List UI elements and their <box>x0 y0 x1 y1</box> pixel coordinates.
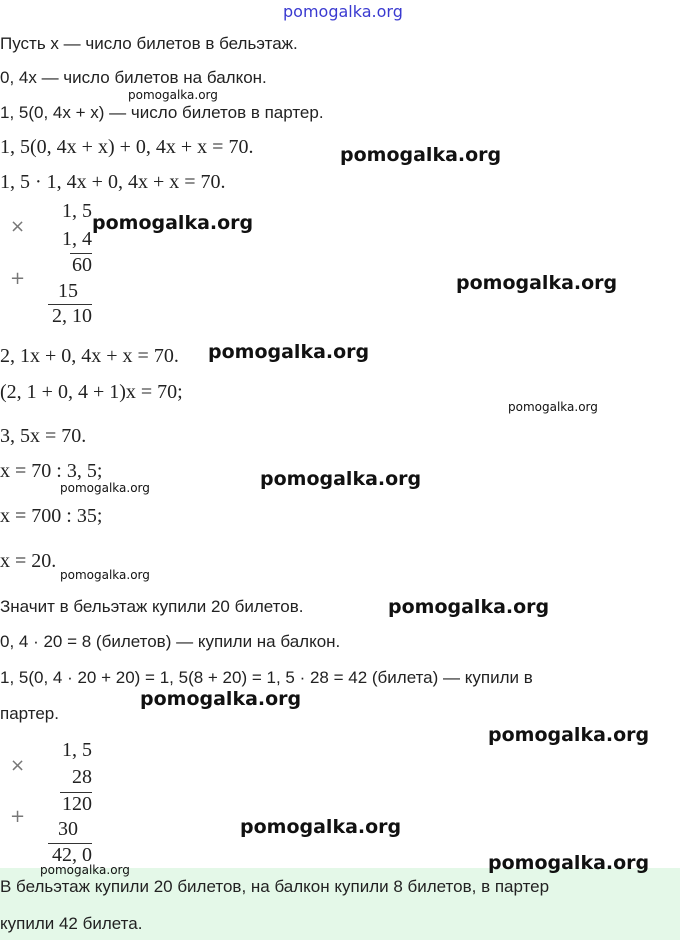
equation-7: x = 700 : 35; <box>0 505 103 527</box>
calc1-row-4: 15 <box>58 280 78 302</box>
watermark: pomogalka.org <box>388 596 550 618</box>
watermark: pomogalka.org <box>488 724 650 746</box>
watermark: pomogalka.org <box>60 481 150 495</box>
calc1-row-5: 2, 10 <box>52 305 92 327</box>
plus-sign: + <box>10 268 26 289</box>
calc2-row-5: 42, 0 <box>52 844 92 866</box>
solution-line-14: 1, 5(0, 4 · 20 + 20) = 1, 5(8 + 20) = 1, 5 · 28 = 42 (билета) — купили в <box>0 668 533 687</box>
calc1-row-1: 1, 5 <box>62 200 92 222</box>
equation-8: x = 20. <box>0 550 57 572</box>
solution-line-15: партер. <box>0 704 59 723</box>
multiply-sign: × <box>10 216 26 237</box>
watermark: pomogalka.org <box>40 863 130 877</box>
equation-2: 1, 5 · 1, 4x + 0, 4x + x = 70. <box>0 171 226 193</box>
answer-line-2: купили 42 билета. <box>0 914 143 933</box>
solution-line-3: 1, 5(0, 4x + x) — число билетов в партер. <box>0 103 324 122</box>
equation-6: x = 70 : 3, 5; <box>0 460 103 482</box>
watermark: pomogalka.org <box>340 144 502 166</box>
calc2-row-2: 28 <box>72 766 92 788</box>
watermark: pomogalka.org <box>260 468 422 490</box>
watermark: pomogalka.org <box>128 88 218 102</box>
solution-line-12: Значит в бельэтаж купили 20 билетов. <box>0 597 304 616</box>
solution-line-13: 0, 4 · 20 = 8 (билетов) — купили на балкон. <box>0 632 341 651</box>
watermark: pomogalka.org <box>488 852 650 874</box>
calc2-row-3: 120 <box>62 793 92 815</box>
calc2-row-1: 1, 5 <box>62 739 92 761</box>
answer-line-1: В бельэтаж купили 20 билетов, на балкон купили 8 билетов, в партер <box>0 877 550 896</box>
calc1-row-3: 60 <box>72 254 92 276</box>
watermark: pomogalka.org <box>92 212 254 234</box>
plus-sign: + <box>10 806 26 827</box>
watermark: pomogalka.org <box>508 400 598 414</box>
multiply-sign: × <box>10 755 26 776</box>
solution-line-2: 0, 4x — число билетов на балкон. <box>0 68 267 87</box>
watermark: pomogalka.org <box>140 688 302 710</box>
watermark: pomogalka.org <box>456 272 618 294</box>
solution-line-1: Пусть x — число билетов в бельэтаж. <box>0 34 298 53</box>
calc2-row-4: 30 <box>58 818 78 840</box>
equation-4: (2, 1 + 0, 4 + 1)x = 70; <box>0 381 183 403</box>
equation-1: 1, 5(0, 4x + x) + 0, 4x + x = 70. <box>0 136 254 158</box>
watermark: pomogalka.org <box>208 341 370 363</box>
watermark-top: pomogalka.org <box>283 2 403 21</box>
equation-3: 2, 1x + 0, 4x + x = 70. <box>0 345 179 367</box>
calc1-row-2: 1, 4 <box>62 228 92 250</box>
watermark: pomogalka.org <box>60 568 150 582</box>
watermark: pomogalka.org <box>240 816 402 838</box>
equation-5: 3, 5x = 70. <box>0 425 87 447</box>
